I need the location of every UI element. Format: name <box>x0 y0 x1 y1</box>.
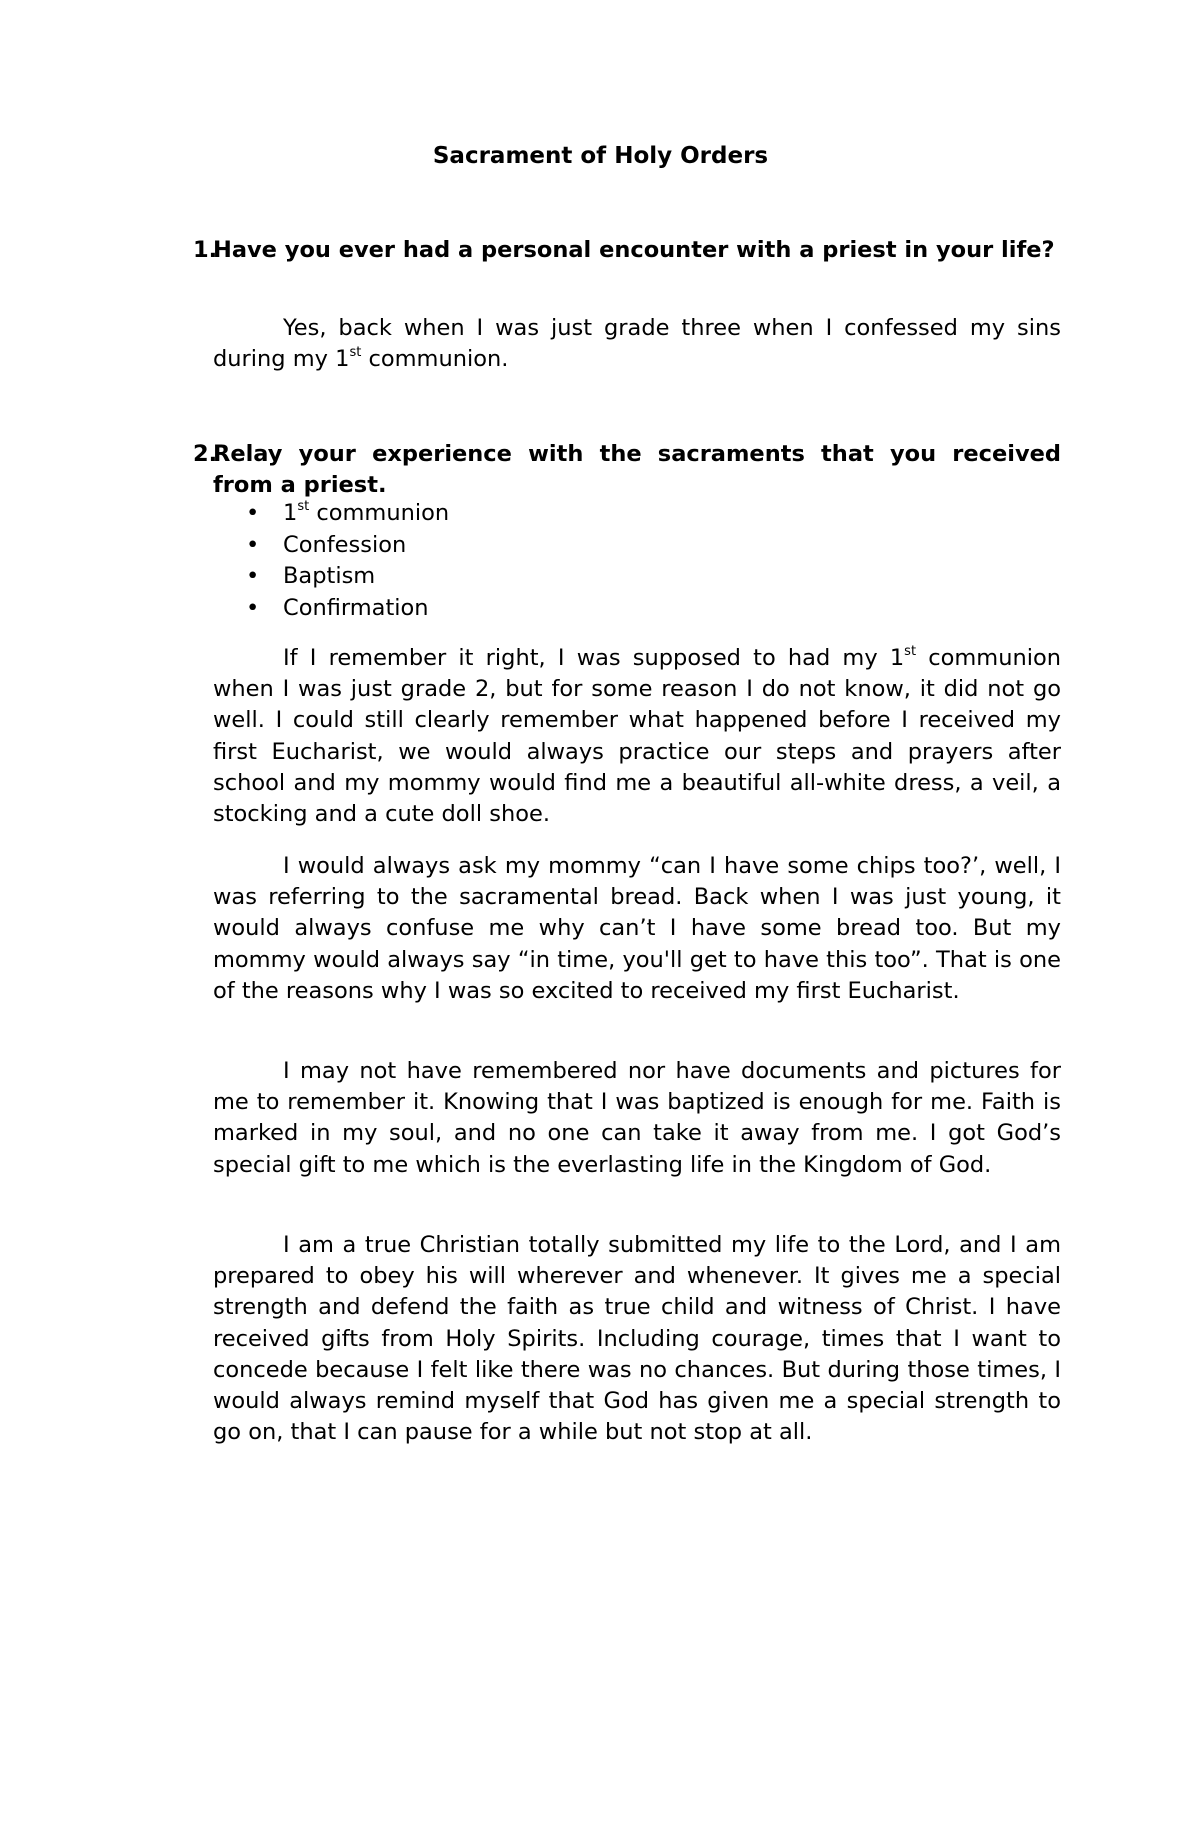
answer-1 <box>213 313 1061 375</box>
paragraph-1-text-a: If I remember it right, I was supposed to had my 1 <box>283 645 905 671</box>
bullet-icon: • <box>246 531 260 558</box>
sacrament-list <box>213 498 1061 624</box>
bullet-icon: • <box>246 563 260 589</box>
question-1-text: Have you ever had a personal encounter with a priest in your life? <box>213 237 1055 263</box>
paragraph-1-sup: st <box>904 643 917 659</box>
list-item <box>213 593 1061 625</box>
document-title: Sacrament of Holy Orders <box>432 143 769 169</box>
list-item-text: Confession <box>283 531 407 558</box>
list-item-text: Confirmation <box>283 594 429 621</box>
bullet-icon: • <box>246 500 260 526</box>
paragraph-3: I may not have remembered nor have documents and pictures for me to remember it. Knowing that I was baptized is enough for me. Faith is marked in my soul, and no one can take it away from me. I got God’s special gift to me which is the everlasting life in the Kingdom of God. <box>213 1058 1061 1178</box>
paragraph-4: I am a true Christian totally submitted my life to the Lord, and I am prepared to obey his will wherever and whenever. It gives me a special strength and defend the faith as true child and witness of Christ. I have received gifts from Holy Spirits. Including courage, times that I want to concede because I felt like there was no chances. But during those times, I would always remind myself that God has given me a special strength to go on, that I can pause for a while but not stop at all. <box>213 1232 1061 1446</box>
answer-1-text-b: communion. <box>361 346 509 373</box>
list-item-sup: st <box>297 498 310 514</box>
list-item <box>213 530 1061 562</box>
list-item-text: 1 <box>283 500 298 526</box>
list-item <box>213 498 1061 530</box>
paragraph-1-text-b: communion when I was just grade 2, but for some reason I do not know, it did not go well. I could still clearly remember what happened before I received my first Eucharist, we would always practice our steps and prayers after school and my mommy would find me a beautiful all-white dress, a veil, a stocking and a cute doll shoe. <box>213 645 1062 828</box>
question-2-number: 2. <box>193 441 218 467</box>
list-item-text: Baptism <box>283 563 376 589</box>
list-item <box>213 561 1061 593</box>
answer-1-sup: st <box>349 344 362 360</box>
answer-1-text-a: Yes, back when I was just grade three when I confessed my sins during my 1 <box>213 315 1061 373</box>
question-1 <box>193 235 1061 266</box>
list-item-text-b: communion <box>309 500 450 526</box>
paragraph-2: I would always ask my mommy “can I have some chips too?’, well, I was referring to the sacramental bread. Back when I was just young, it would always confuse me why can’t I have some bread too. But my mommy would always say “in time, you'll get to have this too”. That is one of the reasons why I was so excited to received my first Eucharist. <box>213 853 1061 1004</box>
paragraph-1 <box>213 643 1061 830</box>
question-1-number: 1. <box>193 237 218 263</box>
bullet-icon: • <box>246 594 260 621</box>
question-2-text: Relay your experience with the sacraments that you received from a priest. <box>213 441 1061 498</box>
question-2 <box>193 439 1061 501</box>
